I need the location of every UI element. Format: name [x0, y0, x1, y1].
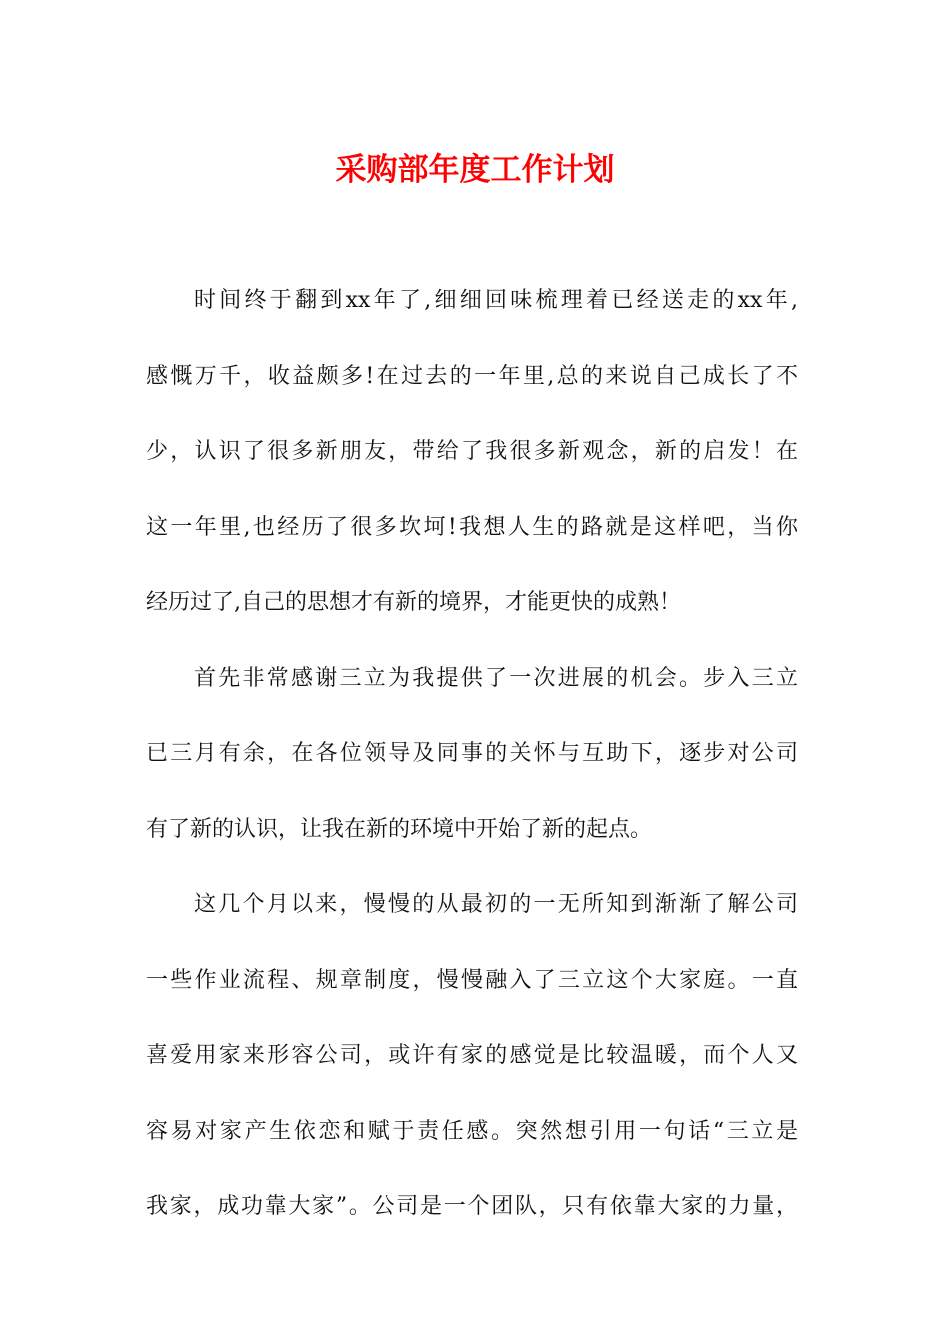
paragraph-3-line-4: 容易对家产生依恋和赋于责任感。突然想引用一句话“三立是: [146, 1118, 798, 1144]
paragraph-1-line-1: 时间终于翻到xx年了,细细回味梳理着已经送走的xx年,: [194, 288, 798, 313]
paragraph-3-line-3: 喜爱用家来形容公司，或许有家的感觉是比较温暖，而个人又: [146, 1043, 798, 1068]
paragraph-1-line-2: 感慨万千，收益颇多!在过去的一年里,总的来说自己成长了不: [146, 363, 798, 389]
paragraph-1-line-5: 经历过了,自己的思想才有新的境界，才能更快的成熟！: [146, 590, 681, 615]
paragraph-3-line-1: 这几个月以来，慢慢的从最初的一无所知到渐渐了解公司: [194, 892, 798, 917]
paragraph-2-line-2: 已三月有余，在各位领导及同事的关怀与互助下，逐步对公司: [146, 741, 798, 766]
document-title: 采购部年度工作计划: [335, 152, 615, 188]
paragraph-2-line-1: 首先非常感谢三立为我提供了一次进展的机会。步入三立: [194, 665, 798, 691]
paragraph-3-line-5: 我家，成功靠大家”。公司是一个团队，只有依靠大家的力量，: [146, 1194, 798, 1219]
paragraph-2-line-3: 有了新的认识，让我在新的环境中开始了新的起点。: [146, 816, 653, 842]
document-body: [146, 263, 798, 1245]
paragraph-1-line-3: 少，认识了很多新朋友，带给了我很多新观念，新的启发！在: [146, 439, 798, 464]
paragraph-1-line-4: 这一年里,也经历了很多坎坷!我想人生的路就是这样吧，当你: [146, 514, 798, 540]
paragraph-3-line-2: 一些作业流程、规章制度，慢慢融入了三立这个大家庭。一直: [146, 967, 798, 993]
